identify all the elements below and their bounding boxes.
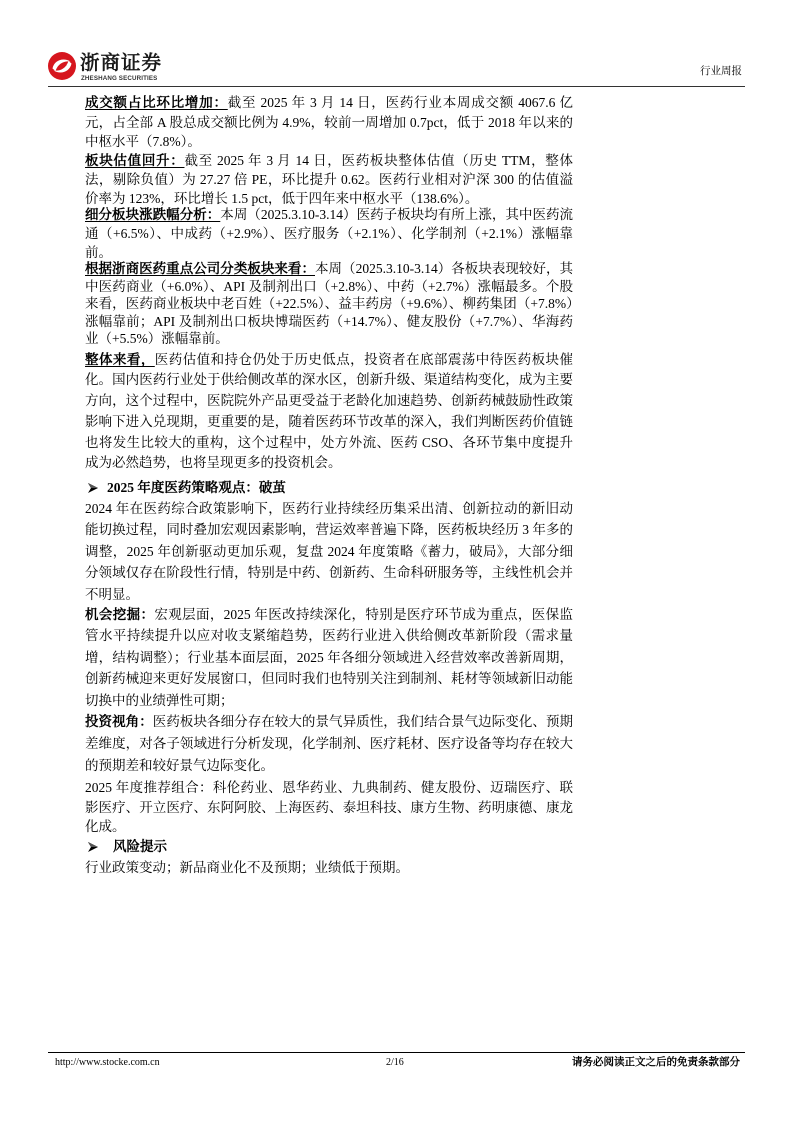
- paragraph-subsector: [85, 205, 573, 262]
- risk-heading-text: 风险提示: [113, 838, 167, 854]
- paragraph-lead: 投资视角：: [85, 714, 153, 730]
- paragraph-valuation: [85, 151, 573, 208]
- report-type: 行业周报: [700, 66, 742, 77]
- paragraph-strategy-intro: 2024 年在医药综合政策影响下，医药行业持续经历集采出清、创新拉动的新旧动能切换过程，同时叠加宏观因素影响，营运效率普遍下降，医药板块经历 3 年多的调整，2025 年创新驱动更加乐观，复盘 2024 年度策略《蓄力，破局》，大部分细分领域仅存在阶段性行情，特别是中药、创新药、生命科研服务等，主线性机会并不明显。: [85, 500, 573, 602]
- footer-url: http://www.stocke.com.cn: [55, 1057, 160, 1068]
- arrow-bullet-icon: [88, 842, 98, 852]
- header-rule: [48, 86, 745, 87]
- footer-rule: [48, 1052, 745, 1053]
- paragraph-lead: 成交额占比环比增加：: [85, 95, 228, 110]
- paragraph-risk: 行业政策变动；新品商业化不及预期；业绩低于预期。: [85, 859, 409, 875]
- strategy-heading-text: 2025 年度医药策略观点：破茧: [107, 479, 286, 495]
- strategy-heading: [85, 478, 573, 498]
- paragraph-text: 宏观层面，2025 年医改持续深化，特别是医疗环节成为重点，医保监管水平持续提升以应对收支紧缩趋势，医药行业进入供给侧改革新阶段（需求量增，结构调整）；行业基本面层面，2025 年各细分领域进入经营效率改善新周期，创新药械迎来更好发展窗口，但同时我们也特别关注到制剂、耗材等领域新旧动能切换中的业绩弹性可期；: [85, 606, 574, 708]
- paragraph-lead: 根据浙商医药重点公司分类板块来看：: [85, 261, 315, 276]
- paragraph-lead: 整体来看，: [85, 351, 155, 367]
- paragraph-text: 本周（2025.3.10-3.14）各板块表现较好，其中医药商业（+6.0%）、API 及制剂出口（+2.8%）、中药（+2.7%）涨幅最多。个股来看，医药商业板块中老百姓（+22.5%）、益丰药房（+9.6%）、柳药集团（+7.8%）涨幅靠前；API 及制剂出口板块博瑞医药（+14.7%）、健友股份（+7.7%）、华海药业（+5.5%）涨幅靠前。: [85, 261, 573, 346]
- risk-heading: [85, 837, 573, 857]
- paragraph-turnover: [85, 93, 573, 152]
- paragraph-lead: 机会挖掘：: [85, 606, 155, 622]
- report-body: [85, 93, 573, 878]
- paragraph-portfolio: 2025 年度推荐组合：科伦药业、恩华药业、九典制药、健友股份、迈瑞医疗、联影医疗、开立医疗、东阿阿胶、上海医药、泰坦科技、康方生物、药明康德、康龙化成。: [85, 780, 573, 835]
- paragraph-opportunities: [85, 604, 573, 712]
- paragraph-lead: 板块估值回升：: [85, 152, 185, 168]
- disclaimer-note: 请务必阅读正文之后的免责条款部分: [572, 1057, 740, 1068]
- paragraph-lead: 细分板块涨跌幅分析：: [85, 206, 221, 222]
- page-number: 2/16: [386, 1057, 404, 1068]
- paragraph-text: 本周（2025.3.10-3.14）医药子板块均有所上涨，其中医药流通（+6.5%）、中成药（+2.9%）、医疗服务（+2.1%）、化学制剂（+2.1%）涨幅靠前。: [85, 206, 574, 260]
- paragraph-text: 截至 2025 年 3 月 14 日，医药板块整体估值（历史 TTM，整体法，剔除负值）为 27.27 倍 PE，环比提升 0.62。医药行业相对沪深 300 的估值溢价率为 123%，环比增长 1.5 pct，低于四年来中枢水平（138.6%）。: [85, 152, 573, 206]
- paragraph-perspective: [85, 711, 573, 777]
- paragraph-text: 医药板块各细分存在较大的景气异质性，我们结合景气边际变化、预期差维度，对各子领域进行分析发现，化学制剂、医疗耗材、医疗设备等均存在较大的预期差和较好景气边际变化。: [85, 714, 574, 774]
- paragraph-overall: [85, 350, 573, 475]
- paragraph-text: 截至 2025 年 3 月 14 日，医药行业本周成交额 4067.6 亿元，占全部 A 股总成交额比例为 4.9%，较前一周增加 0.7pct，低于 2018 年以来的中枢水平（7.8%）。: [85, 95, 574, 149]
- zheshang-logo-icon: [47, 51, 77, 81]
- brand-name: 浙商证券: [80, 51, 163, 74]
- paragraph-text: 医药估值和持仓仍处于历史低点，投资者在底部震荡中待医药板块催化。国内医药行业处于供给侧改革的深水区，创新升级、渠道结构变化，成为主要方向，这个过程中，医院院外产品更受益于老龄化加速趋势、创新药械鼓励性政策影响下进入兑现期，更重要的是，随着医药环节改革的深入，我们判断医药价值链也将发生比较大的重构，这个过程中，处方外流、医药 CSO、各环节集中度提升成为必然趋势，也将呈现更多的投资机会。: [85, 351, 574, 471]
- paragraph-key-companies: [85, 260, 573, 348]
- brand-name-en: ZHESHANG SECURITIES: [81, 75, 158, 82]
- arrow-bullet-icon: [88, 483, 98, 493]
